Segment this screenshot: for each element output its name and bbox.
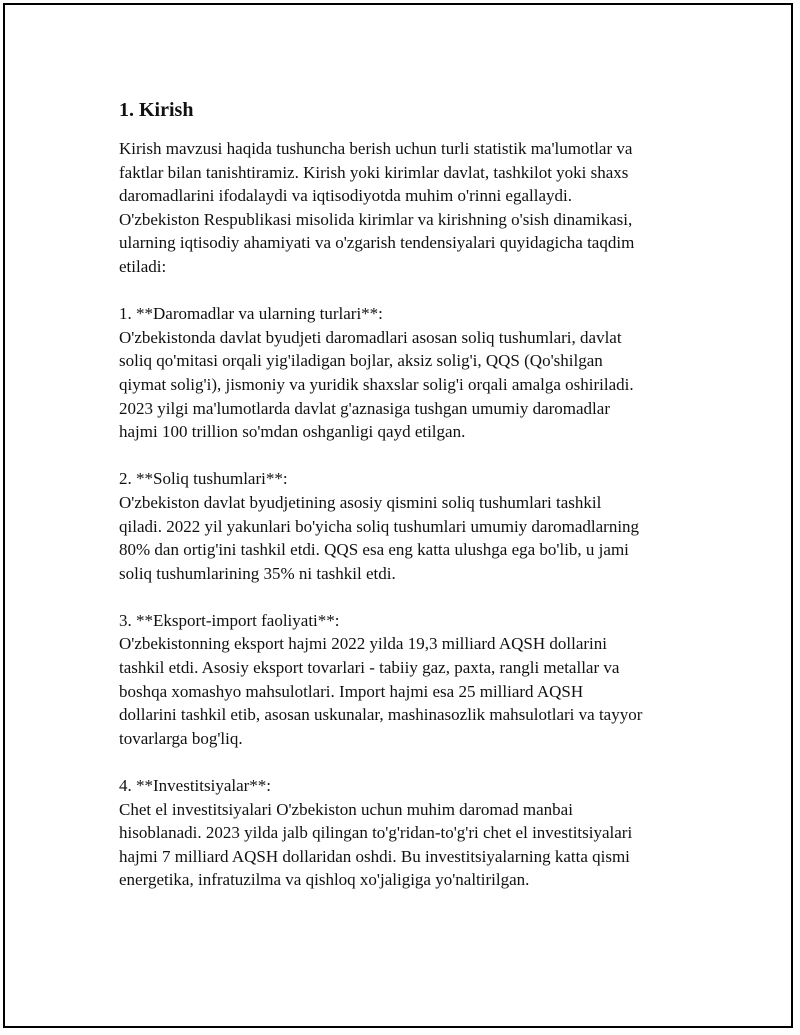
list-item-daromadlar <box>119 302 699 444</box>
list-item-title: 4. **Investitsiyalar**: <box>119 776 272 796</box>
list-item-body: O'zbekiston davlat byudjetining asosiy qismini soliq tushumlari tashkil qiladi. 2022 yil yakunlari bo'yicha soliq tushumlari umumiy daromadlarning 80% dan ortig'ini tashkil etdi. QQS esa eng katta ulushga ega bo'lib, u jami soliq tushumlarining 35% ni tashkil etdi. <box>119 492 640 583</box>
list-item-soliq <box>119 467 699 585</box>
list-item-body: O'zbekistonda davlat byudjeti daromadlari asosan soliq tushumlari, davlat soliq qo'mitasi orqali yig'iladigan bojlar, aksiz solig'i, QQS (Qo'shilgan qiymat solig'i), jismoniy va yuridik shaxslar solig'i orqali amalga oshiriladi. 2023 yilgi ma'lumotlarda davlat g'aznasiga tushgan umumiy daromadlar hajmi 100 trillion so'mdan oshganligi qayd etilgan. <box>119 327 634 442</box>
list-item-body: Chet el investitsiyalari O'zbekiston uchun muhim daromad manbai hisoblanadi. 2023 yilda jalb qilingan to'g'ridan-to'g'ri chet el investitsiyalari hajmi 7 milliard AQSH dollaridan oshdi. Bu investitsiyalarning katta qismi energetika, infratuzilma va qishloq xo'jaligiga yo'naltirilgan. <box>119 799 633 890</box>
intro-paragraph: Kirish mavzusi haqida tushuncha berish uchun turli statistik ma'lumotlar va faktlar bilan tanishtiramiz. Kirish yoki kirimlar davlat, tashkilot yoki shaxs daromadlarini ifodalaydi va iqtisodiyotda muhim o'rinni egallaydi. O'zbekiston Respublikasi misolida kirimlar va kirishning o'sish dinamikasi, ularning iqtisodiy ahamiyati va o'zgarish tendensiyalari quyidagicha taqdim etiladi: <box>119 139 635 276</box>
list-item-body: O'zbekistonning eksport hajmi 2022 yilda 19,3 milliard AQSH dollarini tashkil etdi. Asosiy eksport tovarlari - tabiiy gaz, paxta, rangli metallar va boshqa xomashyo mahsulotlari. Import hajmi esa 25 milliard AQSH dollarini tashkil etib, asosan uskunalar, mashinasozlik mahsulotlari va tayyor tovarlarga bog'liq. <box>119 634 643 748</box>
list-item-title: 2. **Soliq tushumlari**: <box>119 469 288 489</box>
document-content <box>119 97 699 892</box>
list-item-title: 3. **Eksport-import faoliyati**: <box>119 610 340 630</box>
section-heading: 1. Kirish <box>119 99 194 121</box>
list-item-investitsiyalar <box>119 774 699 892</box>
document-page <box>3 3 793 1028</box>
list-item-eksport-import <box>119 609 699 751</box>
list-item-title: 1. **Daromadlar va ularning turlari**: <box>119 304 383 324</box>
